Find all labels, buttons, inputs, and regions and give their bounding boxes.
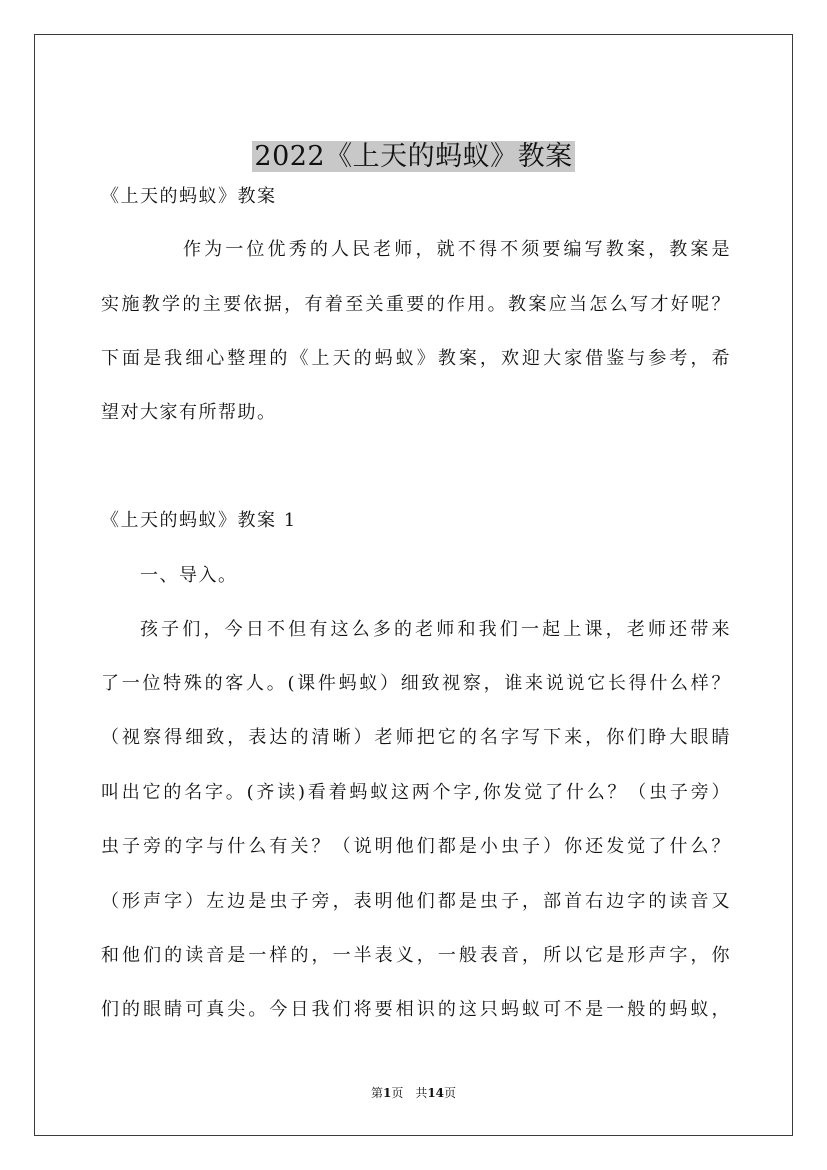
body-line: 了一位特殊的客人。(课件蚂蚁）细致视察，谁来说说它长得什么样？: [101, 673, 731, 694]
body-line: （视察得细致，表达的清晰）老师把它的名字写下来，你们睁大眼睛: [101, 727, 731, 748]
footer-suffix: 页: [444, 1086, 457, 1100]
page-footer: [35, 1085, 792, 1101]
footer-total-pages: 14: [427, 1086, 445, 1100]
body-line: （形声字）左边是虫子旁，表明他们都是虫子，部首右边字的读音又: [101, 891, 731, 912]
document-subtitle: 《上天的蚂蚁》教案: [101, 186, 277, 207]
body-line: 叫出它的名字。(齐读)看着蚂蚁这两个字,你发觉了什么？（虫子旁）: [101, 782, 731, 803]
footer-middle: 页 共: [391, 1086, 428, 1100]
body-line: 孩子们，今日不但有这么多的老师和我们一起上课，老师还带来: [140, 619, 731, 640]
body-line: 们的眼睛可真尖。今日我们将要相识的这只蚂蚁可不是一般的蚂蚁，: [101, 999, 731, 1020]
intro-line: 作为一位优秀的人民老师，就不得不须要编写教案，教案是: [183, 239, 731, 260]
body-line: 虫子旁的字与什么有关？（说明他们都是小虫子）你还发觉了什么？: [101, 836, 731, 857]
footer-prefix: 第: [370, 1086, 383, 1100]
section-heading: 《上天的蚂蚁》教案 1: [101, 510, 297, 531]
document-title-text: 2022《上天的蚂蚁》教案: [254, 141, 573, 172]
document-page: [34, 34, 793, 1136]
intro-line: 望对大家有所帮助。: [101, 402, 277, 423]
footer-page-number: 1: [382, 1086, 392, 1100]
step-heading: 一、导入。: [140, 565, 238, 586]
intro-line: 实施教学的主要依据，有着至关重要的作用。教案应当怎么写才好呢？: [101, 294, 731, 315]
body-line: 和他们的读音是一样的，一半表义，一般表音，所以它是形声字，你: [101, 945, 731, 966]
document-title: [35, 139, 792, 175]
intro-line: 下面是我细心整理的《上天的蚂蚁》教案，欢迎大家借鉴与参考，希: [101, 348, 731, 369]
